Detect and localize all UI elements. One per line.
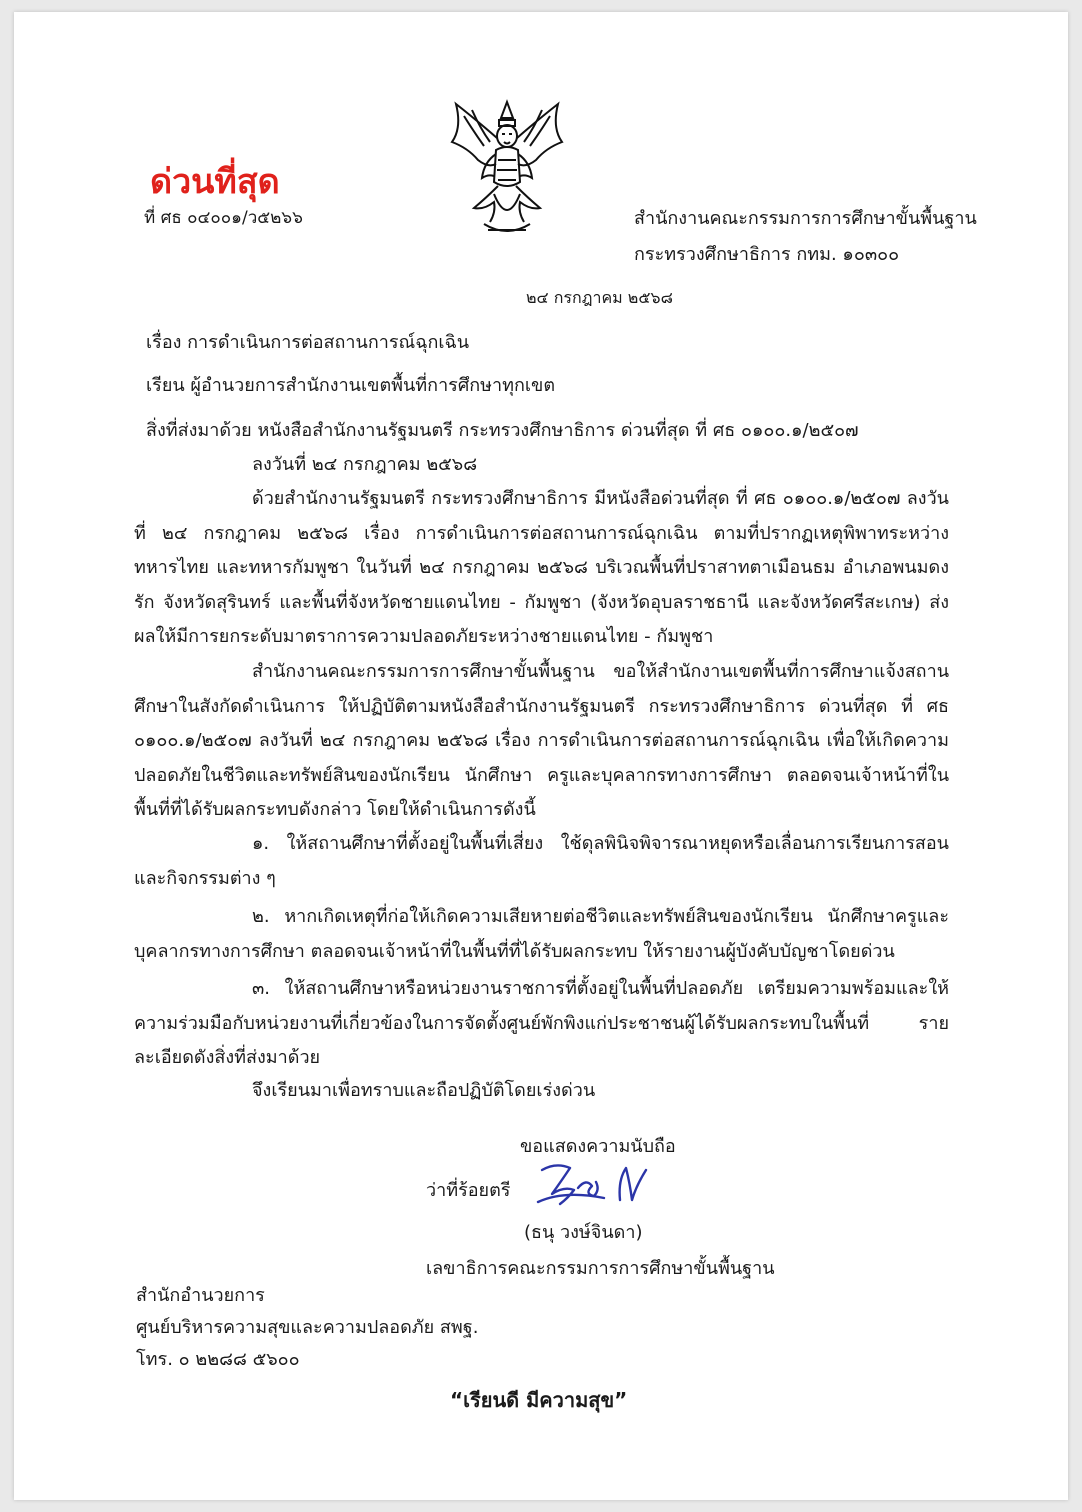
document-page [14,12,1068,1500]
recipient-line: เรียน ผู้อำนวยการสำนักงานเขตพื้นที่การศึกษาทุกเขต [146,375,556,396]
slogan: “เรียนดี มีความสุข” [450,1388,628,1412]
office-name: สำนักงานคณะกรรมการการศึกษาขั้นพื้นฐาน [634,208,977,229]
acting-rank: ว่าที่ร้อยตรี [426,1180,511,1201]
urgency-label: ด่วนที่สุด [150,162,280,202]
contact-phone: โทร. ๐ ๒๒๘๘ ๕๖๐๐ [136,1349,300,1370]
contact-department: สำนักอำนวยการ [136,1285,265,1306]
body-paragraph-1: ด้วยสำนักงานรัฐมนตรี กระทรวงศึกษาธิการ มีหนังสือด่วนที่สุด ที่ ศธ ๐๑๐๐.๑/๒๕๐๗ ลงวันที่ ๒๔ กรกฎาคม ๒๕๖๘ เรื่อง การดำเนินการต่อสถานการณ์ฉุกเฉิน ตามที่ปรากฏเหตุพิพาทระหว่างทหารไทย และทหารกัมพูชา ในวันที่ ๒๔ กรกฎาคม ๒๕๖๘ บริเวณพื้นที่ปราสาทตาเมือนธม อำเภอพนมดงรัก จังหวัดสุรินทร์ และพื้นที่จังหวัดชายแดนไทย - กัมพูชา (จังหวัดอุบลราชธานี และจังหวัดศรีสะเกษ) ส่งผลให้มีการยกระดับมาตราการความปลอดภัยระหว่างชายแดนไทย - กัมพูชา [134,488,949,647]
instruction-item-1: ๑. ให้สถานศึกษาที่ตั้งอยู่ในพื้นที่เสี่ยง ใช้ดุลพินิจพิจารณาหยุดหรือเลื่อนการเรียนการสอนและกิจกรรมต่าง ๆ [134,833,949,889]
body-paragraph-2: สำนักงานคณะกรรมการการศึกษาขั้นพื้นฐาน ขอให้สำนักงานเขตพื้นที่การศึกษาแจ้งสถานศึกษาในสังกัดดำเนินการ ให้ปฏิบัติตามหนังสือสำนักงานรัฐมนตรี กระทรวงศึกษาธิการ ด่วนที่สุด ที่ ศธ ๐๑๐๐.๑/๒๕๐๗ ลงวันที่ ๒๔ กรกฎาคม ๒๕๖๘ เรื่อง การดำเนินการต่อสถานการณ์ฉุกเฉิน เพื่อให้เกิดความปลอดภัยในชีวิตและทรัพย์สินของนักเรียน นักศึกษา ครูและบุคลากรทางการศึกษา ตลอดจนเจ้าหน้าที่ในพื้นที่ที่ได้รับผลกระทบดังกล่าว โดยให้ดำเนินการดังนี้ [134,661,949,820]
regards-line: ขอแสดงความนับถือ [520,1136,676,1157]
contact-unit: ศูนย์บริหารความสุขและความปลอดภัย สพฐ. [136,1317,479,1338]
enclosure-line: สิ่งที่ส่งมาด้วย หนังสือสำนักงานรัฐมนตรี กระทรวงศึกษาธิการ ด่วนที่สุด ที่ ศธ ๐๑๐๐.๑/๒๕๐๗ [146,420,859,441]
office-address: กระทรวงศึกษาธิการ กทม. ๑๐๓๐๐ [634,244,900,265]
signatory-position: เลขาธิการคณะกรรมการการศึกษาขั้นพื้นฐาน [426,1258,775,1279]
enclosure-date-line: ลงวันที่ ๒๔ กรกฎาคม ๒๕๖๘ [252,454,478,475]
document-date: ๒๔ กรกฎาคม ๒๕๖๘ [526,288,673,307]
handwritten-signature-icon [534,1160,654,1210]
signatory-name: (ธนุ วงษ์จินดา) [524,1222,643,1243]
instruction-item-3: ๓. ให้สถานศึกษาหรือหน่วยงานราชการที่ตั้งอยู่ในพื้นที่ปลอดภัย เตรียมความพร้อมและให้ความร่วมมือกับหน่วยงานที่เกี่ยวข้องในการจัดตั้งศูนย์พักพิงแก่ประชาชนผู้ได้รับผลกระทบในพื้นที่ รายละเอียดดังสิ่งที่ส่งมาด้วย [134,978,949,1068]
closing-sentence: จึงเรียนมาเพื่อทราบและถือปฏิบัติโดยเร่งด่วน [252,1080,596,1101]
document-number: ที่ ศธ ๐๔๐๐๑/ว๕๒๖๖ [144,208,303,228]
instruction-item-2: ๒. หากเกิดเหตุที่ก่อให้เกิดความเสียหายต่อชีวิตและทรัพย์สินของนักเรียน นักศึกษาครูและบุคลากรทางการศึกษา ตลอดจนเจ้าหน้าที่ในพื้นที่ที่ได้รับผลกระทบ ให้รายงานผู้บังคับบัญชาโดยด่วน [134,906,949,962]
subject-line: เรื่อง การดำเนินการต่อสถานการณ์ฉุกเฉิน [146,332,470,353]
garuda-emblem-icon [444,98,570,240]
